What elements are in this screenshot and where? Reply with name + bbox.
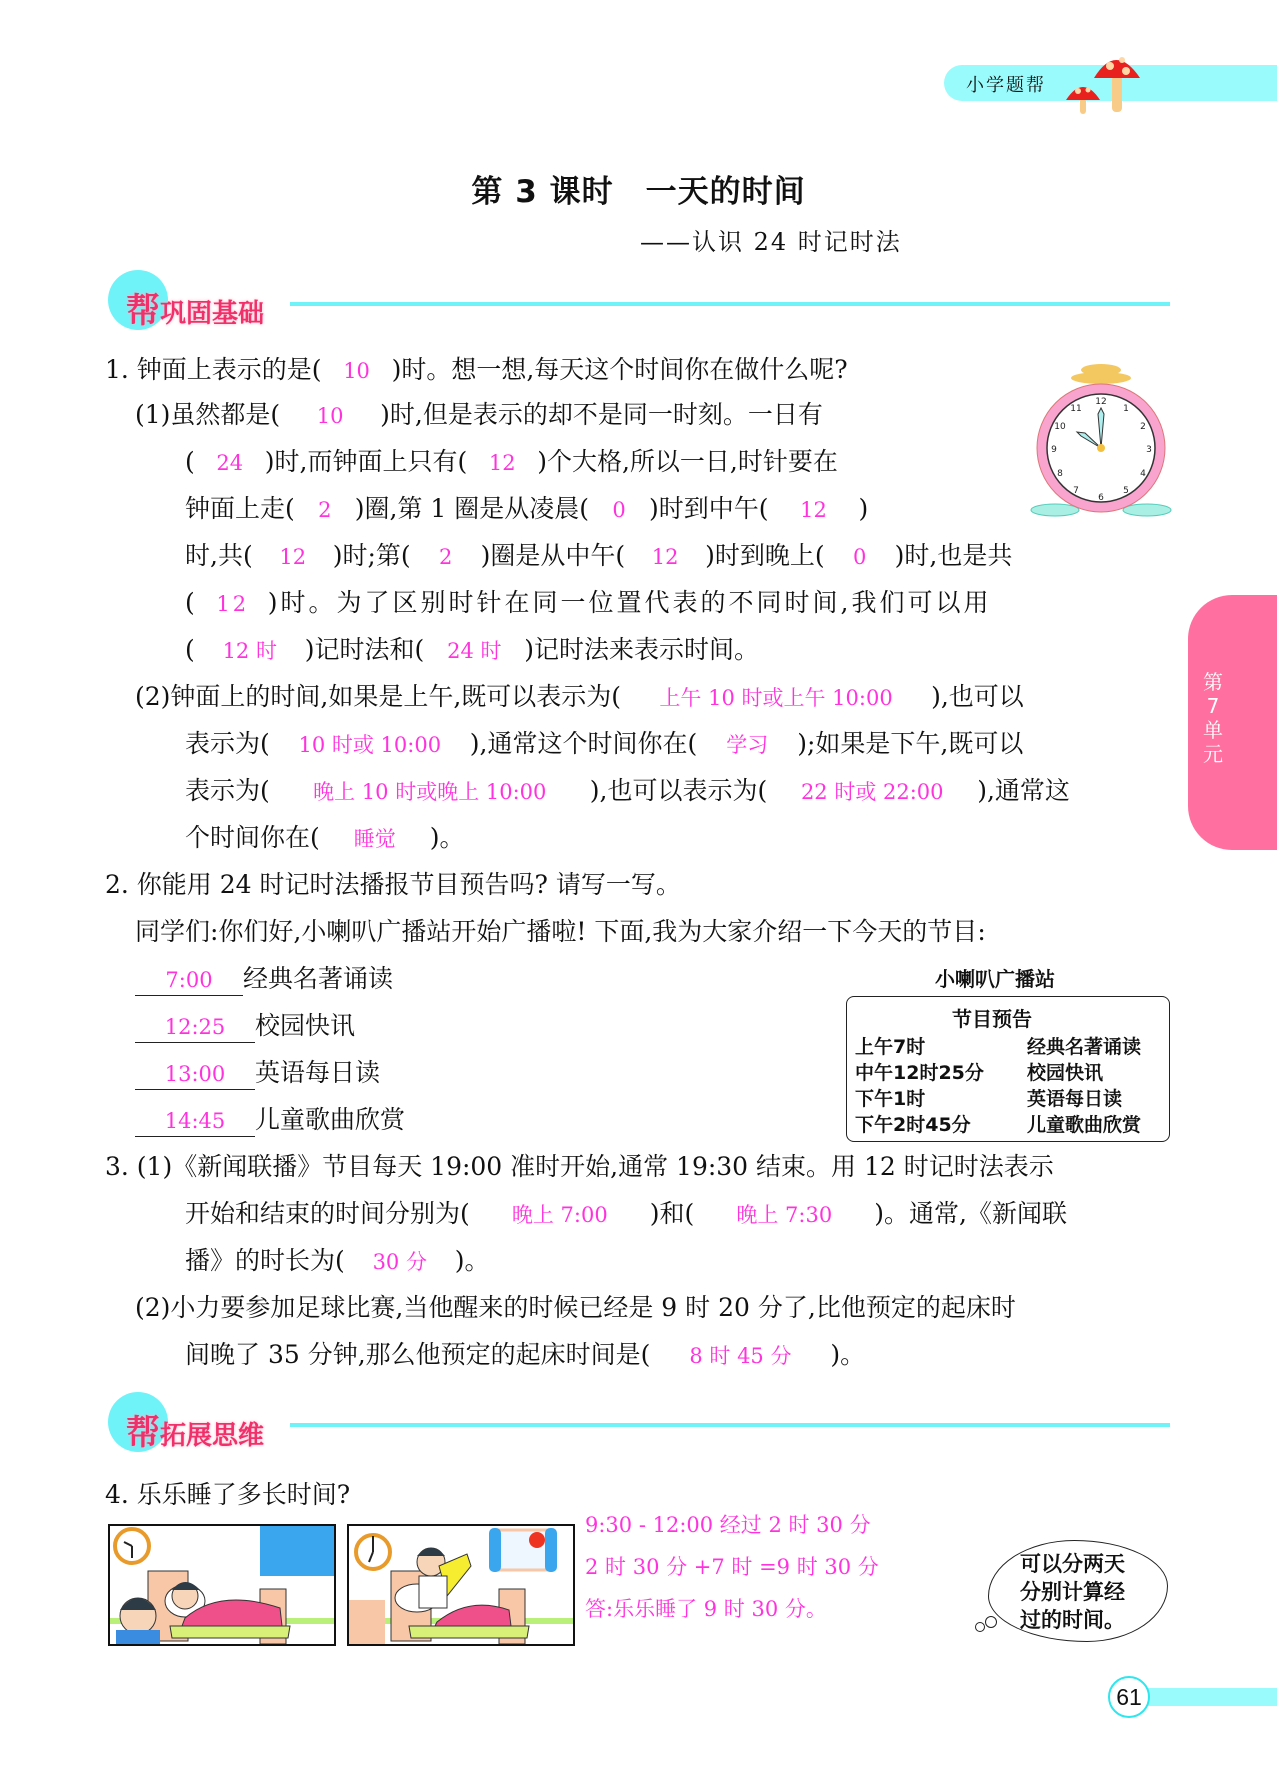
station-title: 小喇叭广播站 [935,967,1055,991]
svg-text:8: 8 [1057,469,1063,479]
brand-label: 小学题帮 [966,75,1046,96]
schedule-time: 中午12时25分 [855,1062,984,1084]
schedule-program: 儿童歌曲欣赏 [1027,1114,1142,1136]
q3-part1-line3: 播》的时长为( 30 分 )。 [185,1246,490,1275]
q3-part2-line1: (2)小力要参加足球比赛,当他醒来的时候已经是 9 时 20 分了,比他预定的起床时 [135,1293,1016,1322]
bubble-dot [985,1616,997,1628]
lesson-subtitle: ——认识 24 时记时法 [640,228,902,256]
schedule-time: 下午1时 [855,1088,926,1110]
svg-text:7: 7 [1073,486,1079,496]
q2-intro: 同学们:你们好,小喇叭广播站开始广播啦! 下面,我为大家介绍一下今天的节目: [135,917,986,946]
section-title-extension: 帮拓展思维 [126,1413,265,1453]
q1-part2-line1: (2)钟面上的时间,如果是上午,既可以表示为( 上午 10 时或上午 10:00 ),也可以 [135,682,1024,711]
q1-part1-line3: 钟面上走( 2 )圈,第 1 圈是从凌晨( 0 )时到中午( 12 ) [185,494,869,523]
mushroom-icon [1060,46,1150,118]
solution-step-1: 9:30 - 12:00 经过 2 时 30 分 [585,1513,871,1537]
answer-blank: 10 [343,359,370,383]
wakeup-scene-image [347,1524,575,1646]
q2-row: 14:45 儿童歌曲欣赏 [135,1105,405,1137]
q2-stem: 2. 你能用 24 时记时法播报节目预告吗? 请写一写。 [105,870,681,899]
svg-text:1: 1 [1123,404,1129,414]
q2-row: 12:25 校园快讯 [135,1011,355,1043]
q1-part1-line2: ( 24 )时,而钟面上只有( 12 )个大格,所以一日,时针要在 [185,447,838,476]
q1-part2-line4: 个时间你在( 睡觉 )。 [185,823,465,852]
svg-text:10: 10 [1054,422,1066,432]
q2-row: 7:00 经典名著诵读 [135,964,393,996]
q3-part1-line1: 3. (1)《新闻联播》节目每天 19:00 准时开始,通常 19:30 结束。用 12 时记时法表示 [105,1152,1054,1181]
q2-row: 13:00 英语每日读 [135,1058,380,1090]
svg-text:11: 11 [1070,404,1082,414]
q1-part1-line4: 时,共( 12 )时;第( 2 )圈是从中午( 12 )时到晚上( 0 )时,也是共 [185,541,1013,570]
section-divider [290,1423,1170,1427]
svg-text:3: 3 [1146,445,1152,455]
q3-part1-line2: 开始和结束的时间分别为( 晚上 7:00 )和( 晚上 7:30 )。通常,《新闻联 [185,1199,1067,1228]
schedule-program: 经典名著诵读 [1027,1036,1142,1058]
svg-text:5: 5 [1123,486,1129,496]
q1-part1-line6: ( 12 时 )记时法和( 24 时 )记时法来表示时间。 [185,635,760,664]
lesson-title: 第 3 课时 一天的时间 [471,174,806,210]
hint-text: 可以分两天 分别计算经 过的时间。 [1020,1552,1125,1632]
solution-answer: 答:乐乐睡了 9 时 30 分。 [585,1597,827,1621]
q3-part2-line2: 间晚了 35 分钟,那么他预定的起床时间是( 8 时 45 分 )。 [185,1340,866,1369]
section-divider [290,302,1170,306]
alarm-clock-icon [1025,358,1175,520]
schedule-time: 下午2时45分 [855,1114,971,1136]
schedule-time: 上午7时 [855,1036,926,1058]
q1-stem: 1. 钟面上表示的是( 10 )时。想一想,每天这个时间你在做什么呢? [105,355,848,384]
svg-text:6: 6 [1098,493,1104,503]
svg-text:9: 9 [1051,445,1057,455]
svg-text:12: 12 [1095,397,1107,407]
section-title-basics: 帮巩固基础 [126,291,265,331]
q4-stem: 4. 乐乐睡了多长时间? [105,1480,351,1509]
q1-part1-line1: (1)虽然都是( 10 )时,但是表示的却不是同一时刻。一日有 [135,400,823,429]
q1-part2-line3: 表示为( 晚上 10 时或晚上 10:00 ),也可以表示为( 22 时或 22:00 ),通常这 [185,776,1070,805]
schedule-program: 校园快讯 [1027,1062,1104,1084]
unit-label: 第7单元 [1203,670,1223,766]
svg-text:4: 4 [1140,469,1146,479]
svg-text:2: 2 [1140,422,1146,432]
bubble-dot [975,1622,985,1632]
page-number: 61 [1108,1676,1150,1718]
schedule-heading: 节目预告 [952,1007,1032,1031]
schedule-program: 英语每日读 [1027,1088,1123,1110]
solution-step-2: 2 时 30 分 +7 时 =9 时 30 分 [585,1555,879,1579]
q1-part2-line2: 表示为( 10 时或 10:00 ),通常这个时间你在( 学习 );如果是下午,既可以 [185,729,1024,758]
q1-part1-line5: ( 12 )时。为了区别时针在同一位置代表的不同时间,我们可以用 [185,588,992,617]
footer-bar [1146,1688,1277,1706]
bedtime-scene-image [108,1524,336,1646]
